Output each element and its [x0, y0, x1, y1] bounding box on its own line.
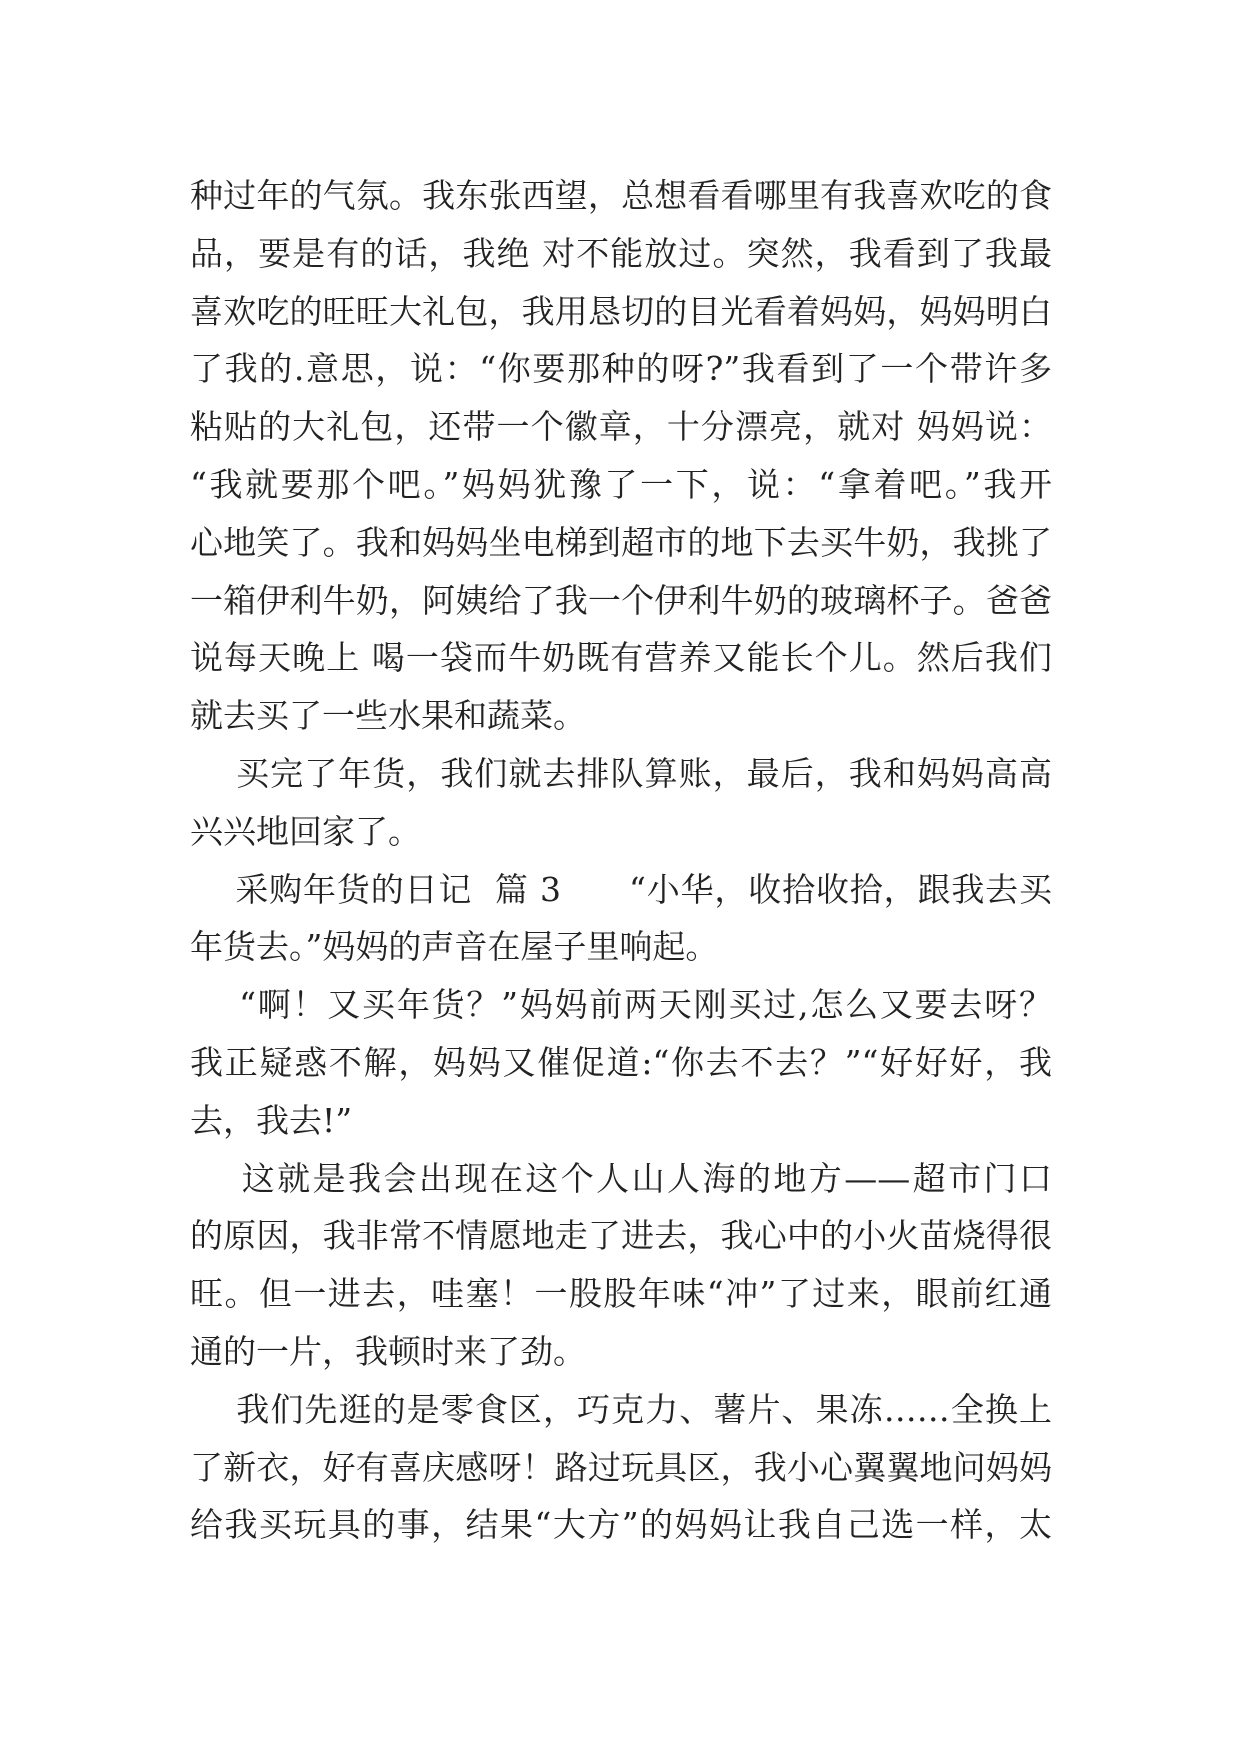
text-line: “啊！又买年货？”妈妈前两天刚买过,怎么又要去呀？ [190, 985, 1052, 1025]
document-body [190, 167, 1052, 1554]
text-line: “我就要那个吧。”妈妈犹豫了一下，说：“拿着吧。”我开 [190, 464, 1052, 504]
text-line: 我们先逛的是零食区，巧克力、薯片、果冻……全换上 [190, 1389, 1052, 1429]
text-line: 我正疑惑不解，妈妈又催促道:“你去不去？”“好好好，我 [190, 1042, 1052, 1082]
section-heading-line: 采购年货的日记 篇 3 “小华，收拾收拾，跟我去买 [190, 869, 1052, 909]
text-line: 就去买了一些水果和蔬菜。 [190, 696, 586, 736]
text-line: 这就是我会出现在这个人山人海的地方——超市门口 [190, 1158, 1052, 1198]
text-line: 了我的.意思，说：“你要那种的呀?”我看到了一个带许多 [190, 349, 1052, 389]
text-line: 粘贴的大礼包，还带一个徽章，十分漂亮，就对 妈妈说： [190, 407, 1052, 447]
text-line: 去，我去!” [190, 1100, 353, 1140]
text-line: 年货去。”妈妈的声音在屋子里响起。 [190, 927, 719, 967]
text-line: 兴兴地回家了。 [190, 811, 421, 851]
text-line: 喜欢吃的旺旺大礼包，我用恳切的目光看着妈妈，妈妈明白 [190, 291, 1052, 331]
text-line: 给我买玩具的事，结果“大方”的妈妈让我自己选一样，太 [190, 1505, 1052, 1545]
text-line: 种过年的气氛。我东张西望，总想看看哪里有我喜欢吃的食 [190, 176, 1052, 215]
text-line: 通的一片，我顿时来了劲。 [190, 1331, 586, 1371]
text-line: 品，要是有的话，我绝 对不能放过。突然，我看到了我最 [190, 233, 1052, 273]
text-line: 的原因，我非常不情愿地走了进去，我心中的小火苗烧得很 [190, 1216, 1052, 1256]
text-line: 旺。但一进去，哇塞！一股股年味“冲”了过来，眼前红通 [190, 1274, 1052, 1314]
text-line: 了新衣，好有喜庆感呀！路过玩具区，我小心翼翼地问妈妈 [190, 1447, 1052, 1487]
text-line: 一箱伊利牛奶，阿姨给了我一个伊利牛奶的玻璃杯子。爸爸 [190, 580, 1052, 620]
text-line: 买完了年货，我们就去排队算账，最后，我和妈妈高高 [190, 753, 1052, 793]
text-line: 说每天晚上 喝一袋而牛奶既有营养又能长个儿。然后我们 [190, 638, 1052, 678]
text-line: 心地笑了。我和妈妈坐电梯到超市的地下去买牛奶，我挑了 [190, 522, 1052, 562]
